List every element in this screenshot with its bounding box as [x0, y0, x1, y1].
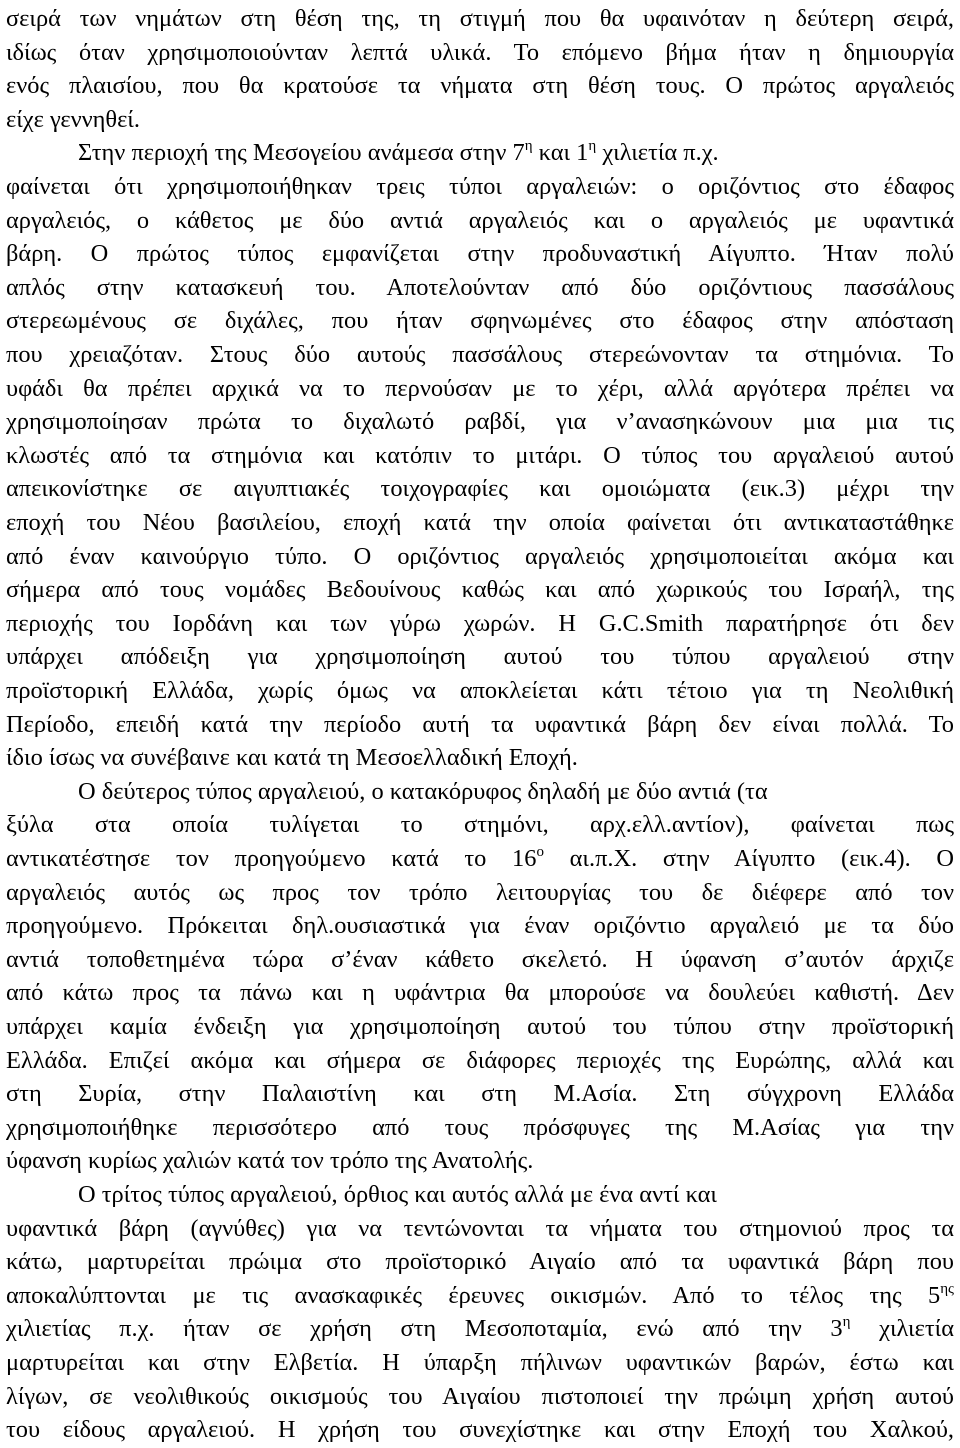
text-line-content: σειρά των νημάτων στη θέση της, τη στιγμή που θα υφαινόταν η δεύτερη σειρά, — [6, 5, 954, 32]
superscript: η — [842, 1314, 851, 1331]
text-line-content: απεικονίστηκε σε αιγυπτιακές τοιχογραφίες και ομοιώματα (εικ.3) μέχρι την — [6, 475, 954, 503]
text-line-content: ύφανση κυρίως χαλιών κατά τον τρόπο της Ανατολής. — [6, 1147, 534, 1175]
text-line — [6, 674, 954, 707]
text-line — [6, 372, 954, 405]
text-line-content: περιοχής του Ιορδάνη και των γύρω χωρών. Η G.C.Smith παρατήρησε ότι δεν — [6, 609, 954, 637]
text-line-content: που χρειαζόταν. Στους δύο αυτούς πασσάλους στερεώνονταν τα στημόνια. Το — [6, 341, 954, 368]
text-line — [6, 237, 954, 270]
text-line-tail: χιλιετία π.χ. — [596, 139, 719, 167]
text-line-content: είχε γεννηθεί. — [6, 105, 140, 133]
text-line-content: από κάτω προς τα πάνω και η υφάντρια θα μπορούσε να δουλεύει καθιστή. Δεν — [6, 979, 954, 1007]
text-line-content: αργαλειός, ο κάθετος με δύο αντιά αργαλειός και ο αργαλειός με υφαντικά — [6, 206, 954, 234]
text-line — [6, 909, 954, 942]
text-line — [6, 741, 954, 774]
text-line-content: στερεωμένους σε διχάλες, που ήταν σφηνωμένες στο έδαφος στην απόσταση — [6, 307, 954, 335]
text-line-content: του είδους αργαλειού. Η χρήση του συνεχίστηκε και στην Εποχή του Χαλκού, — [6, 1416, 954, 1444]
text-line — [6, 1413, 954, 1446]
text-line — [6, 506, 954, 539]
text-line — [6, 1010, 954, 1043]
text-line-tail: χιλιετία — [850, 1315, 955, 1343]
text-line — [6, 1380, 954, 1413]
text-line-content: ξύλα στα οποία τυλίγεται το στημόνι, αρχ.ελλ.αντίον), φαίνεται πως — [6, 811, 954, 839]
text-line-content: κάτω, μαρτυρείται πρώιμα στο προϊστορικό Αιγαίο από τα υφαντικά βάρη που — [6, 1248, 954, 1276]
text-line-content: αποκαλύπτονται με τις ανασκαφικές έρευνες οικισμών. Από το τέλος της 5 — [6, 1281, 941, 1309]
text-line-content: ενός πλαισίου, που θα κρατούσε τα νήματα στη θέση τους. Ο πρώτος αργαλειός — [6, 72, 954, 100]
text-line-content: αργαλειός αυτός ως προς τον τρόπο λειτουργίας του δε διέφερε από τον — [6, 878, 954, 906]
text-line — [6, 69, 954, 102]
text-line — [78, 775, 954, 808]
text-line — [6, 1111, 954, 1144]
text-line — [6, 1346, 954, 1379]
text-line-content: υπάρχει καμία ένδειξη για χρησιμοποίηση αυτού του τύπου στην προϊστορική — [6, 1013, 954, 1040]
text-line — [6, 1212, 954, 1245]
text-line — [78, 136, 954, 169]
text-line — [6, 1279, 954, 1312]
text-line-content: αντικατέστησε τον προηγούμενο κατά το 16 — [6, 845, 537, 872]
text-line — [6, 708, 954, 741]
text-line-tail: και 1 — [532, 139, 589, 167]
superscript: ο — [536, 844, 544, 860]
text-line — [6, 1144, 954, 1177]
text-line — [6, 271, 954, 304]
text-line-content: εποχή του Νέου βασιλείου, εποχή κατά την οποία φαίνεται ότι αντικαταστάθηκε — [6, 509, 954, 536]
text-line-content: χρησιμοποίησαν πρώτα το διχαλωτό ραβδί, για ν’ανασηκώνουν μια μια τις — [6, 408, 954, 436]
text-line-content: Ελλάδα. Επιζεί ακόμα και σήμερα σε διάφορες περιοχές της Ευρώπης, αλλά και — [6, 1046, 954, 1074]
text-line — [6, 640, 954, 673]
text-line — [6, 36, 954, 69]
text-line-content: σήμερα από τους νομάδες Βεδουίνους καθώς και από χωρικούς του Ισραήλ, της — [6, 576, 954, 604]
text-line — [6, 1245, 954, 1278]
superscript: ης — [940, 1280, 954, 1297]
text-line — [6, 842, 954, 875]
text-line-content: Περίοδο, επειδή κατά την περίοδο αυτή τα υφαντικά βάρη δεν είναι πολλά. Το — [6, 710, 954, 738]
text-line — [6, 103, 954, 136]
text-line — [6, 439, 954, 472]
text-line-content: ίδιο ίσως να συνέβαινε και κατά τη Μεσοελλαδική Εποχή. — [6, 744, 578, 772]
superscript: η — [588, 138, 597, 155]
text-line — [6, 2, 954, 35]
text-line-content: λίγων, σε νεολιθικούς οικισμούς του Αιγαίου πιστοποιεί την πρώιμη χρήση αυτού — [6, 1382, 954, 1410]
text-line — [6, 1077, 954, 1110]
text-line-content: Ο τρίτος τύπος αργαλειού, όρθιος και αυτός αλλά με ένα αντί και — [78, 1181, 717, 1208]
text-line-content: χρησιμοποιήθηκε περισσότερο από τους πρόσφυγες της Μ.Ασίας για την — [6, 1113, 954, 1141]
text-line — [78, 1178, 954, 1211]
text-line-content: απλός στην κατασκευή του. Αποτελούνταν από δύο οριζόντιους πασσάλους — [6, 273, 954, 301]
text-line-content: βάρη. Ο πρώτος τύπος εμφανίζεται στην προδυναστική Αίγυπτο. Ήταν πολύ — [6, 240, 954, 268]
text-line-content: ιδίως όταν χρησιμοποιούνταν λεπτά υλικά. Το επόμενο βήμα ήταν η δημιουργία — [6, 38, 954, 66]
text-line — [6, 1312, 954, 1345]
text-line — [6, 573, 954, 606]
text-line-content: Ο δεύτερος τύπος αργαλειού, ο κατακόρυφος δηλαδή με δύο αντιά (τα — [78, 777, 768, 805]
text-line-content: υφαντικά βάρη (αγνύθες) για να τεντώνονται τα νήματα του στημονιού προς τα — [6, 1214, 954, 1242]
text-line-content: προηγούμενο. Πρόκειται δηλ.ουσιαστικά για έναν οριζόντιο αργαλειό με τα δύο — [6, 912, 954, 940]
text-line — [6, 472, 954, 505]
text-line-content: υφάδι θα πρέπει αρχικά να το περνούσαν με το χέρι, αλλά αργότερα πρέπει να — [6, 374, 954, 402]
text-line — [6, 607, 954, 640]
text-line-content: στη Συρία, στην Παλαιστίνη και στη Μ.Ασία. Στη σύγχρονη Ελλάδα — [6, 1080, 954, 1108]
text-line — [6, 405, 954, 438]
superscript: η — [524, 138, 533, 155]
text-line — [6, 943, 954, 976]
text-line-content: κλωστές από τα στημόνια και κατόπιν το μιτάρι. Ο τύπος του αργαλειού αυτού — [6, 441, 954, 469]
text-line — [6, 338, 954, 371]
text-line — [6, 304, 954, 337]
text-line — [6, 808, 954, 841]
text-line — [6, 540, 954, 573]
text-line-content: Στην περιοχή της Μεσογείου ανάμεσα στην 7 — [78, 139, 525, 167]
text-line-content: χιλιετίας π.χ. ήταν σε χρήση στη Μεσοποταμία, ενώ από την 3 — [6, 1315, 843, 1343]
text-line-content: φαίνεται ότι χρησιμοποιήθηκαν τρεις τύποι αργαλειών: ο οριζόντιος στο έδαφος — [6, 173, 954, 200]
text-line-content: αντιά τοποθετημένα τώρα σ’έναν κάθετο σκελετό. Η ύφανση σ’αυτόν άρχιζε — [6, 945, 954, 973]
text-line-tail: αι.π.Χ. στην Αίγυπτο (εικ.4). Ο — [543, 845, 954, 872]
text-line — [6, 876, 954, 909]
text-line-content: μαρτυρείται και στην Ελβετία. Η ύπαρξη πήλινων υφαντικών βαρών, έστω και — [6, 1349, 954, 1376]
text-line — [6, 976, 954, 1009]
text-line — [6, 1044, 954, 1077]
text-line — [6, 170, 954, 203]
text-line-content: υπάρχει απόδειξη για χρησιμοποίηση αυτού του τύπου αργαλειού στην — [6, 643, 954, 671]
text-line-content: προϊστορική Ελλάδα, χωρίς όμως να αποκλείεται κάτι τέτοιο για τη Νεολιθική — [6, 677, 954, 704]
text-line — [6, 204, 954, 237]
text-line-content: από έναν καινούργιο τύπο. Ο οριζόντιος αργαλειός χρησιμοποιείται ακόμα και — [6, 542, 954, 570]
